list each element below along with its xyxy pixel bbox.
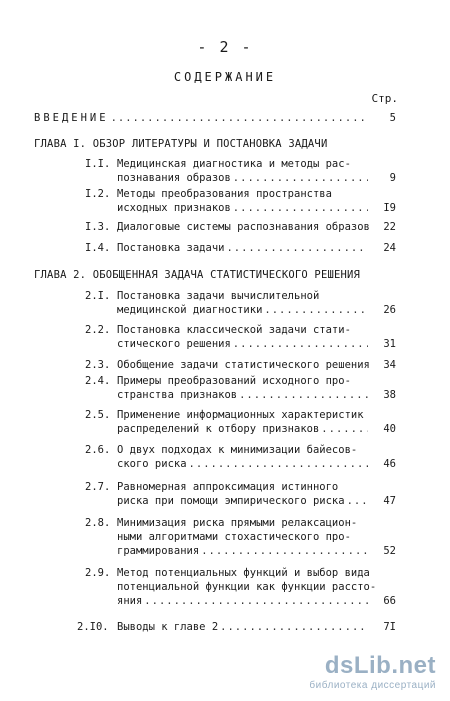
toc-item-line [117, 594, 370, 608]
toc-item-text: ГЛАВА I. ОБЗОР ЛИТЕРАТУРЫ И ПОСТАНОВКА ЗАДАЧИ [34, 138, 328, 150]
toc-item-text: Постановка задачи [117, 242, 225, 254]
toc-item-line [117, 388, 370, 402]
toc-item-text: Постановка классической задачи стати- [117, 324, 351, 336]
toc-page-number: 47 [383, 495, 396, 507]
toc-leader-dots [233, 171, 368, 185]
toc-leader-dots [189, 457, 368, 471]
toc-chapter-line [34, 137, 327, 151]
watermark-logo: dsLib.net [324, 652, 436, 679]
toc-item-text: Примеры преобразований исходного про- [117, 375, 351, 387]
toc-item-text: О двух подходах к минимизации байесов- [117, 444, 358, 456]
toc-page-number: 66 [383, 595, 396, 607]
toc-item-line [117, 157, 351, 171]
toc-item-line [117, 516, 357, 530]
toc-item-line [117, 171, 370, 185]
toc-item-number: I.3. [85, 221, 111, 233]
toc-item-line [117, 289, 319, 303]
page-column-label: Стр. [371, 92, 398, 105]
toc-item-text: стического решения [117, 338, 231, 350]
toc-item-text: ского риска [117, 458, 187, 470]
toc-leader-dots [144, 594, 368, 608]
toc-leader-dots [321, 422, 368, 436]
toc-item-text: Выводы к главе 2 [117, 621, 219, 633]
toc-item-line [117, 408, 364, 422]
toc-item-line [117, 566, 370, 580]
toc-item-text: Постановка задачи вычислительной [117, 290, 320, 302]
toc-item-text: ВВЕДЕНИЕ [34, 112, 109, 124]
page-number: - 2 - [197, 38, 253, 56]
toc-item-number: 2.7. [85, 481, 111, 493]
toc-item-number: 2.4. [85, 375, 111, 387]
toc-item-text: граммирования [117, 545, 200, 557]
watermark [309, 652, 436, 691]
toc-item-text: Равномерная аппроксимация истинного [117, 481, 339, 493]
toc-leader-dots [233, 201, 368, 215]
toc-page-number: 52 [383, 545, 396, 557]
toc-item-number: 2.5. [85, 409, 111, 421]
toc-item-number: 2.8. [85, 517, 111, 529]
toc-item-text: странства признаков [117, 389, 238, 401]
toc-item-line [117, 422, 370, 436]
toc-item-line [117, 480, 338, 494]
toc-leader-dots [201, 544, 368, 558]
toc-page-number: 7I [383, 621, 396, 633]
toc-page-number: 34 [383, 359, 396, 371]
toc-item-text: Диалоговые системы распознавания образов [117, 221, 370, 233]
toc-item-line [117, 241, 370, 255]
toc-item-text: риска при помощи эмпирического риска [117, 495, 345, 507]
toc-item-text: Минимизация риска прямыми релаксацион- [117, 517, 358, 529]
toc-item-number: 2.I0. [77, 621, 109, 633]
toc-item-line [117, 494, 370, 508]
toc-item-line [117, 544, 370, 558]
toc-leader-dots [239, 388, 368, 402]
watermark-subtitle: библиотека диссертаций [309, 680, 436, 691]
toc-page-number: 40 [383, 423, 396, 435]
toc-item-line [117, 530, 351, 544]
toc-item-text: Обобщение задачи статистического решения [117, 359, 370, 371]
toc-item-text: Применение информационных характеристик [117, 409, 364, 421]
toc-item-text: исходных признаков [117, 202, 231, 214]
toc-page-number: 9 [389, 172, 396, 184]
toc-item-number: I.4. [85, 242, 111, 254]
toc-item-text: яния [117, 595, 143, 607]
toc-item-line [117, 358, 370, 372]
toc-leader-dots [347, 494, 368, 508]
toc-leader-dots [264, 303, 368, 317]
toc-item-line [117, 337, 370, 351]
toc-item-number: 2.I. [85, 290, 111, 302]
toc-title: СОДЕРЖАНИЕ [173, 70, 277, 84]
toc-item-text: распределений к отбору признаков [117, 423, 320, 435]
toc-chapter-line [34, 111, 370, 125]
toc-page-number: 31 [383, 338, 396, 350]
toc-page-number: 22 [383, 221, 396, 233]
toc-item-line [117, 443, 357, 457]
toc-chapter-line [34, 268, 360, 282]
toc-item-line [117, 187, 332, 201]
toc-leader-dots [111, 111, 368, 125]
toc-item-text: потенциальной функции как функции рассто- [117, 581, 377, 593]
toc-item-line [117, 580, 376, 594]
toc-page-number: I9 [383, 202, 396, 214]
toc-page-number: 5 [389, 112, 396, 124]
toc-leader-dots [233, 337, 368, 351]
toc-item-number: I.2. [85, 188, 111, 200]
toc-leader-dots [226, 241, 368, 255]
toc-item-text: Метод потенциальных функций и выбор вида [117, 567, 370, 579]
toc-item-number: 2.9. [85, 567, 111, 579]
toc-item-line [117, 220, 370, 234]
toc-item-line [117, 201, 370, 215]
toc-item-line [117, 303, 370, 317]
toc-item-text: медицинской диагностики [117, 304, 263, 316]
toc-item-line [117, 374, 351, 388]
toc-page-number: 46 [383, 458, 396, 470]
toc-item-line [117, 323, 351, 337]
toc-item-number: 2.2. [85, 324, 111, 336]
toc-item-text: Методы преобразования пространства [117, 188, 332, 200]
toc-leader-dots [220, 620, 368, 634]
toc-item-line [117, 620, 370, 634]
toc-page-number: 38 [383, 389, 396, 401]
toc-item-number: I.I. [85, 158, 111, 170]
toc-item-number: 2.6. [85, 444, 111, 456]
toc-item-text: познавания образов [117, 172, 231, 184]
toc-page-number: 26 [383, 304, 396, 316]
toc-item-number: 2.3. [85, 359, 111, 371]
toc-page-number: 24 [383, 242, 396, 254]
toc-item-text: ГЛАВА 2. ОБОБЩЕННАЯ ЗАДАЧА СТАТИСТИЧЕСКОГО РЕШЕНИЯ [34, 269, 361, 281]
toc-item-text: ными алгоритмами стохастического про- [117, 531, 351, 543]
toc-item-text: Медицинская диагностика и методы рас- [117, 158, 351, 170]
toc-item-line [117, 457, 370, 471]
